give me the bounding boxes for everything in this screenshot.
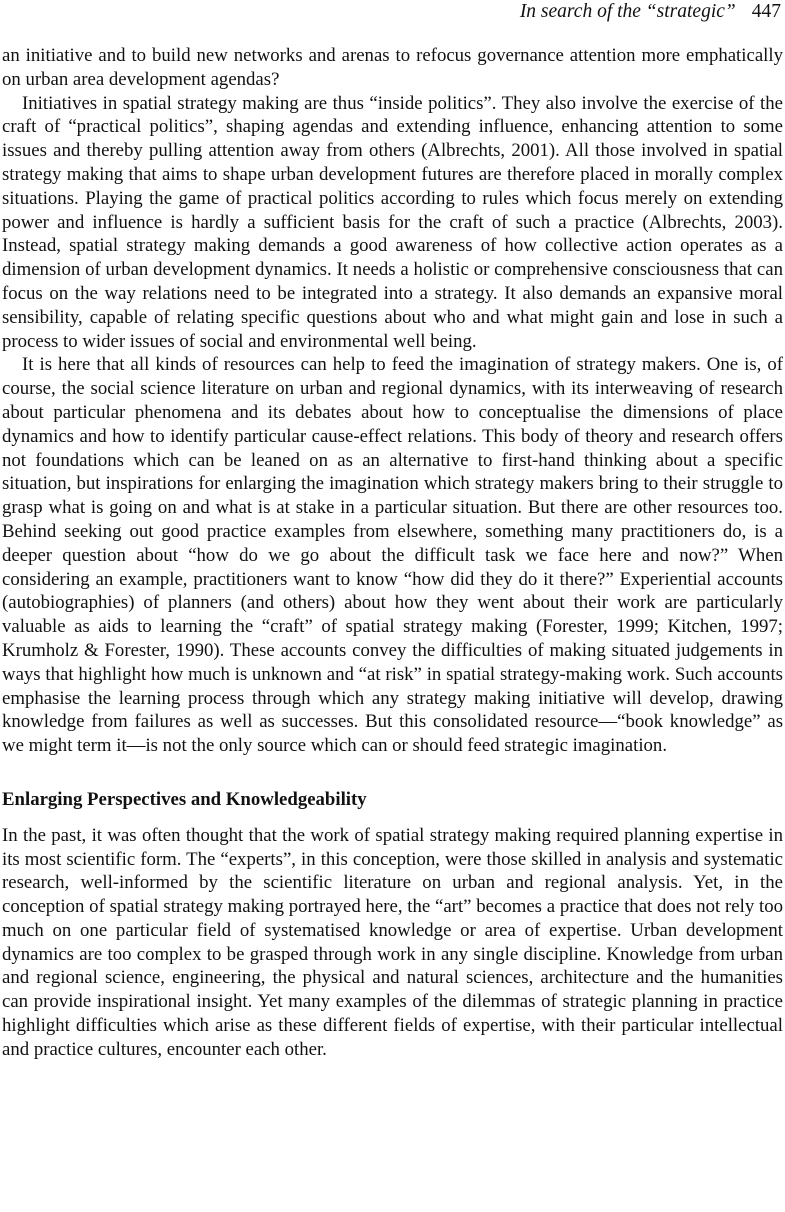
paragraph-inside-politics: Initiatives in spatial strategy making are thus “inside politics”. They also involve the exercise of the craft of “practical politics”, shaping agendas and extending influence, enhancing attention to some issues and thereby pulling attention away from others (Albrechts, 2001). All those involved in spatial strategy making that aims to shape urban development futures are therefore placed in morally complex situations. Playing the game of practical politics according to rules which focus merely on extending power and influence is hardly a sufficient basis for the craft of such a practice (Albrechts, 2003). Instead, spatial strategy making demands a good awareness of how collective action operates as a dimension of urban development dynamics. It needs a holistic or comprehensive consciousness that can focus on the way relations need to be integrated into a strategy. It also demands an expansive moral sensibility, capable of relating specific questions about who and what might gain and lose in such a process to wider issues of social and environmental well being. (2, 92, 783, 352)
paragraph-continued: an initiative and to build new networks and arenas to refocus governance attention more emphatically on urban area development agendas? (2, 45, 783, 90)
section-heading: Enlarging Perspectives and Knowledgeability (2, 788, 367, 810)
running-head (520, 0, 781, 28)
body-text (2, 44, 783, 1062)
running-head-title: In search of the “strategic” (519, 1, 736, 22)
paragraph-resources: It is here that all kinds of resources can help to feed the imagination of strategy makers. One is, of course, the social science literature on urban and regional dynamics, with its interweaving of research about particular phenomena and its debates about how to conceptualise the dimensions of place dynamics and how to identify particular cause-effect relations. This body of theory and research offers not foundations which can be leaned on as an alternative to first-hand thinking about a specific situation, but inspirations for enlarging the imagination which strategy makers bring to their struggle to grasp what is going on and what is at stake in a particular situation. But there are other resources too. Behind seeking out good practice examples from elsewhere, something many practitioners do, is a deeper question about “how do we go about the difficult task we face here and now?” When considering an example, practitioners want to know “how did they do it there?” Experiential accounts (autobiographies) of planners (and others) about how they went about their work are particularly valuable as aids to learning the “craft” of spatial strategy making (Forester, 1999; Kitchen, 1997; Krumholz & Forester, 1990). These accounts convey the difficulties of making situated judgements in ways that highlight how much is unknown and “at risk” in spatial strategy-making work. Such accounts emphasise the learning process through which any strategy making initiative will develop, drawing knowledge from failures as well as successes. But this consolidated resource—“book knowledge” as we might term it—is not the only source which can or should feed strategic imagination. (2, 354, 783, 757)
paragraph-section-body: In the past, it was often thought that the work of spatial strategy making required planning expertise in its most scientific form. The “experts”, in this conception, were those skilled in analysis and systematic research, well-informed by the scientific literature on urban and regional analysis. Yet, in the conception of spatial strategy making portrayed here, the “art” becomes a practice that does not rely too much on one particular field of systematised knowledge or area of expertise. Urban development dynamics are too complex to be grasped through work in any single discipline. Knowledge from urban and regional science, engineering, the physical and natural sciences, architecture and the humanities can provide inspirational insight. Yet many examples of the dilemmas of strategic planning in practice highlight difficulties which arise as these different fields of expertise, with their particular intellectual and practice cultures, encounter each other. (2, 824, 783, 1060)
page-number: 447 (751, 1, 781, 22)
section-heading-wrap (2, 788, 783, 812)
